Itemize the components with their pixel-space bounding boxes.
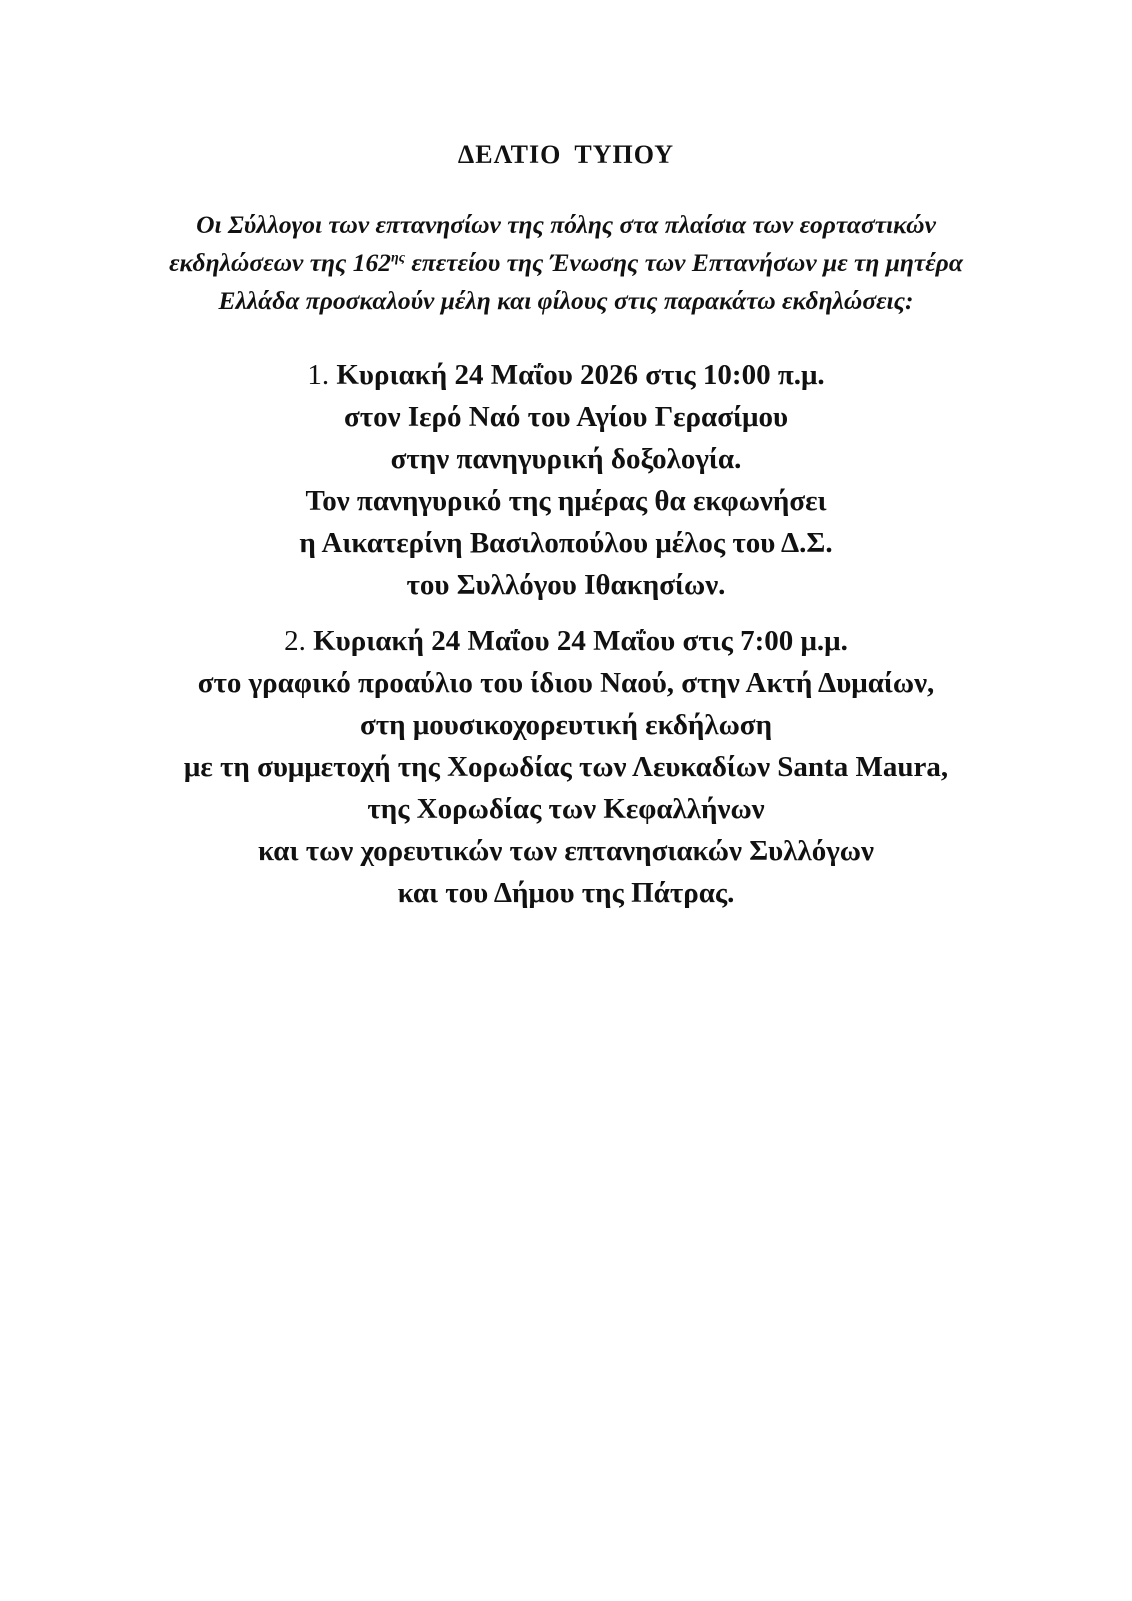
intro-line-1: Οι Σύλλογοι των επτανησίων της πόλης στα πλαίσια των εορταστικών [196, 210, 936, 239]
event-1-line-2: στον Ιερό Ναό του Αγίου Γερασίμου [343, 401, 789, 433]
event-2-line-5: της Χορωδίας των Κεφαλλήνων [367, 793, 765, 825]
event-1-line-4: Τον πανηγυρικό της ημέρας θα εκφωνήσει [305, 485, 827, 517]
event-2-line-7: και του Δήμου της Πάτρας. [397, 877, 735, 909]
event-2-line-3: στη μουσικοχορευτική εκδήλωση [359, 709, 773, 741]
document-title: ΔΕΛΤΙΟ ΤΥΠΟΥ [457, 140, 675, 169]
event-1-line-1 [40, 354, 1092, 396]
intro-line-2-end: επετείου της Ένωσης των Επτανήσων με τη μητέρα [404, 248, 963, 277]
ordinal-suffix: ης [391, 250, 405, 266]
intro-line-2-start: εκδηλώσεων της 162 [169, 248, 392, 277]
event-1-date: Κυριακή 24 Μαΐου 2026 στις 10:00 π.μ. [336, 359, 825, 391]
intro-paragraph [60, 206, 1072, 320]
event-item-2 [40, 620, 1092, 914]
event-2-line-6: και των χορευτικών των επτανησιακών Συλλόγων [258, 835, 874, 867]
event-1-line-3: στην πανηγυρική δοξολογία. [390, 443, 742, 475]
event-1-number: 1. [307, 359, 337, 391]
intro-line-3: Ελλάδα προσκαλούν μέλη και φίλους στις παρακάτω εκδηλώσεις: [218, 286, 914, 315]
event-2-line-4: με τη συμμετοχή της Χορωδίας των Λευκαδίων Santa Maura, [183, 751, 949, 783]
event-2-number: 2. [284, 625, 314, 657]
event-1-line-5: η Αικατερίνη Βασιλοπούλου μέλος του Δ.Σ. [299, 527, 833, 559]
event-2-line-2: στο γραφικό προαύλιο του ίδιου Ναού, στην Ακτή Δυμαίων, [197, 667, 935, 699]
event-2-date: Κυριακή 24 Μαΐου 24 Μαΐου στις 7:00 μ.μ. [313, 625, 848, 657]
event-item-1 [40, 354, 1092, 606]
event-1-line-6: του Συλλόγου Ιθακησίων. [406, 569, 726, 601]
event-2-line-1 [40, 620, 1092, 662]
